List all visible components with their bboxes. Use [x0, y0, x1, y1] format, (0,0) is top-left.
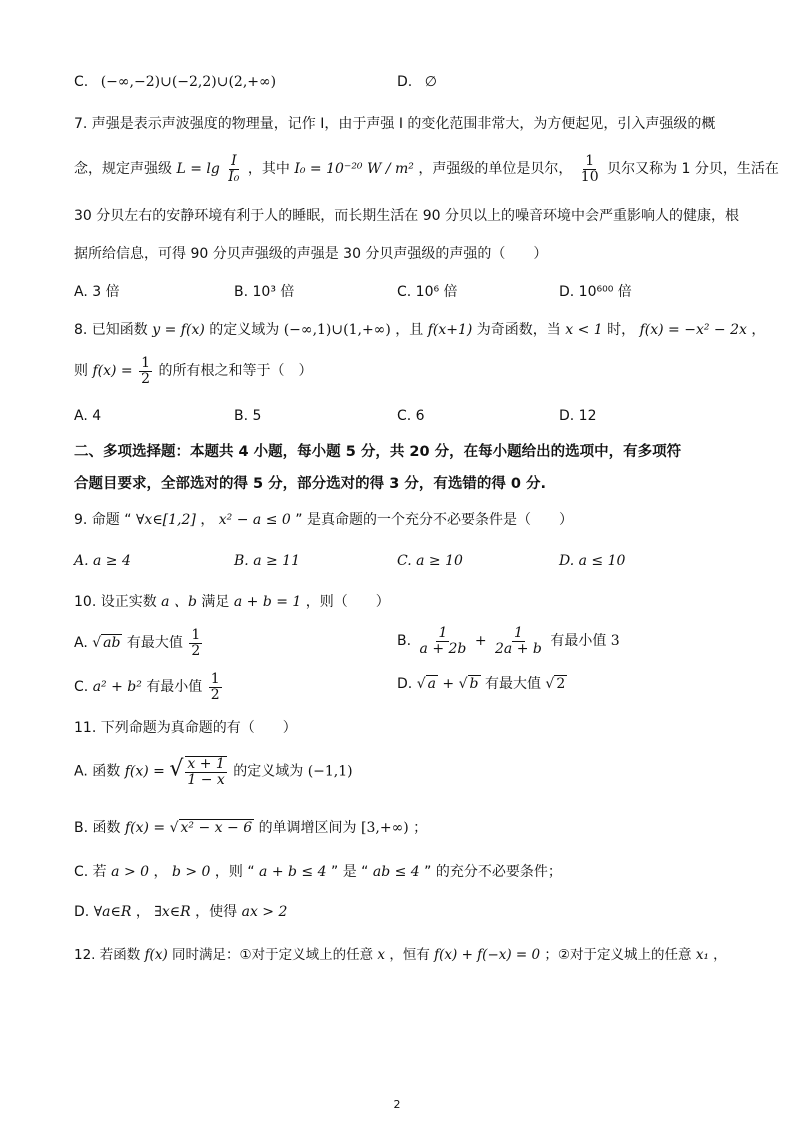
numerator: 1 — [585, 153, 595, 169]
text: 的定义域为 — [233, 763, 304, 780]
radicand: a — [427, 676, 436, 692]
text: ” 是 “ — [330, 864, 369, 880]
math: + — [442, 676, 455, 692]
numerator: x + 1 — [187, 756, 225, 772]
q8-option-b: B. 5 — [234, 408, 262, 424]
text: C. 若 — [74, 864, 107, 880]
math: L = lg — [176, 161, 220, 178]
text: 的定义域为 — [209, 322, 280, 338]
option-math: ∅ — [424, 74, 437, 90]
radicand: ab — [103, 635, 121, 652]
numerator: 1 — [513, 625, 523, 641]
q8-option-d: D. 12 — [559, 408, 597, 424]
q10-option-b — [397, 626, 620, 656]
math: + — [474, 633, 487, 650]
radicand: x² − x − 6 — [180, 820, 253, 836]
option-math: (−∞,−2)∪(−2,2)∪(2,+∞) — [100, 74, 277, 90]
q7-line-3: 30 分贝左右的安静环境有利于人的睡眠，而长期生活在 90 分贝以上的噪音环境中会严重影响人的健康，根 — [74, 208, 739, 224]
text: 有最大值 — [126, 635, 183, 652]
text: 12. 若函数 — [74, 947, 141, 963]
math: x₁ — [695, 947, 709, 963]
math: 3 — [610, 633, 620, 650]
q7-option-b: B. 10³ 倍 — [234, 284, 295, 300]
math: ax > 2 — [241, 904, 288, 920]
denominator: 2a + b — [495, 640, 542, 657]
text: ” 的充分不必要条件； — [424, 864, 562, 880]
denominator: 2 — [191, 642, 201, 659]
q11-option-a — [74, 756, 353, 787]
text: D. — [74, 904, 94, 920]
math: a + b ≤ 4 — [259, 864, 327, 880]
text: 10. 设正实数 — [74, 594, 157, 610]
q11-option-c — [74, 864, 562, 881]
text: ，恒有 — [389, 947, 430, 963]
denominator: I₀ — [228, 168, 240, 185]
option-label: B. — [397, 633, 412, 650]
q11-option-b — [74, 820, 427, 837]
q7-line-1: 7. 声强是表示声波强度的物理量，记作 I，由于声强 I 的变化范围非常大，为方便起见，引入声强级的概 — [74, 116, 716, 132]
math: f(x) = — [124, 820, 166, 836]
text: 为奇函数，当 — [476, 322, 561, 338]
option-label: A. — [74, 635, 88, 652]
math: a + b = 1 — [233, 594, 302, 610]
fraction — [226, 154, 241, 184]
math: b > 0 — [171, 864, 211, 880]
text: 有最大值 — [484, 676, 541, 692]
q11-stem: 11. 下列命题为真命题的有（ ） — [74, 720, 297, 736]
denominator: 1 − x — [187, 771, 225, 788]
math: I₀ = 10⁻²⁰ W / m² — [294, 161, 414, 178]
text: ， — [713, 947, 727, 963]
text: 的单调增区间为 — [258, 820, 357, 836]
text: 9. 命题 “ — [74, 512, 132, 528]
sqrt: √ a — [416, 676, 436, 692]
math: f(x+1) — [427, 322, 473, 338]
text: 则 — [74, 363, 88, 380]
section-2-heading-line-2: 合题目要求，全部选对的得 5 分，部分选对的得 3 分，有选错的得 0 分. — [74, 476, 547, 492]
numerator: I — [231, 153, 237, 169]
text: ，则 “ — [214, 864, 255, 880]
text: 贝尔又称为 1 分贝，生活在 — [607, 161, 779, 178]
math: f(x) = −x² − 2x — [639, 322, 747, 338]
math: x — [377, 947, 386, 963]
math: (−1,1) — [307, 763, 353, 780]
fraction — [493, 626, 544, 656]
denominator: 2 — [141, 370, 151, 387]
q7-option-d: D. 10⁶⁰⁰ 倍 — [559, 284, 632, 300]
denominator: 2 — [210, 686, 220, 703]
q7-line-4: 据所给信息，可得 90 分贝声强级的声强是 30 分贝声强级的声强的（ ） — [74, 246, 548, 262]
sqrt: √ ab — [92, 635, 121, 652]
sqrt: √ — [169, 756, 184, 782]
math: a 、b — [161, 594, 197, 610]
numerator: 1 — [191, 627, 201, 643]
text: ， — [751, 322, 766, 338]
q7-option-c: C. 10⁶ 倍 — [397, 284, 458, 300]
q7-line-2 — [74, 154, 779, 184]
q11-option-d — [74, 904, 287, 921]
math: ∃x∈R — [154, 904, 191, 920]
text: 有最小值 — [550, 633, 607, 650]
numerator: 1 — [141, 355, 151, 371]
q10-option-a — [74, 628, 204, 658]
q8-option-c: C. 6 — [397, 408, 425, 424]
text: 同时满足：①对于定义域上的任意 — [172, 947, 374, 963]
q7-option-a: A. 3 倍 — [74, 284, 120, 300]
math: a > 0 — [111, 864, 150, 880]
math: [3,+∞) — [361, 820, 409, 836]
text: 8. 已知函数 — [74, 322, 148, 338]
sqrt: √ b — [458, 676, 479, 692]
denominator: a + 2b — [419, 640, 467, 657]
radicand: 2 — [556, 676, 566, 692]
text: ，则（ ） — [305, 594, 390, 610]
radicand: b — [469, 676, 479, 692]
q9-option-b: B. a ≥ 11 — [234, 553, 300, 569]
numerator: 1 — [438, 625, 448, 641]
q8-line-1 — [74, 322, 765, 339]
text: ， — [200, 512, 215, 528]
math: a² + b² — [92, 679, 142, 696]
text: ” 是真命题的一个充分不必要条件是（ ） — [295, 512, 573, 528]
numerator: 1 — [210, 671, 220, 687]
math: f(x) + f(−x) = 0 — [434, 947, 541, 963]
fraction — [139, 356, 152, 386]
sqrt: √ x² − x − 6 — [169, 820, 253, 836]
q6-option-d — [397, 74, 437, 91]
math: ∀a∈R — [93, 904, 132, 920]
text: 时， — [607, 322, 636, 338]
q9-option-a: A. a ≥ 4 — [74, 553, 131, 569]
fraction — [418, 626, 469, 656]
fraction — [579, 154, 601, 184]
section-2-heading-line-1: 二、多项选择题：本题共 4 小题，每小题 5 分，共 20 分，在每小题给出的选项中，有多项符 — [74, 444, 682, 460]
math: ∀x∈[1,2] — [135, 512, 196, 528]
text: 念，规定声强级 — [74, 161, 172, 178]
q10-option-c — [74, 672, 224, 702]
q9-option-c: C. a ≥ 10 — [397, 553, 463, 569]
math: f(x) — [144, 947, 168, 963]
q9-stem — [74, 512, 573, 529]
q8-line-2 — [74, 356, 312, 386]
sqrt: √ 2 — [545, 676, 566, 692]
math: x² − a ≤ 0 — [218, 512, 291, 528]
text: B. 函数 — [74, 820, 121, 836]
text: 满足 — [201, 594, 230, 610]
fraction — [209, 672, 222, 702]
denominator: 10 — [580, 168, 599, 185]
math: x < 1 — [565, 322, 603, 338]
math: y = f(x) — [152, 322, 205, 338]
q9-option-d: D. a ≤ 10 — [559, 553, 626, 569]
text: ， — [153, 864, 168, 880]
page-number: 2 — [393, 1098, 401, 1111]
q6-option-c — [74, 74, 276, 91]
math: f(x) = — [124, 763, 165, 780]
text: ，使得 — [195, 904, 238, 920]
option-label: C. — [74, 679, 89, 696]
option-label: C. — [74, 74, 89, 90]
text: ； — [413, 820, 428, 836]
q8-option-a: A. 4 — [74, 408, 102, 424]
text: ，其中 — [247, 161, 290, 178]
fraction — [189, 628, 202, 658]
text: ，且 — [395, 322, 424, 338]
text: 有最小值 — [146, 679, 203, 696]
option-label: D. — [397, 676, 413, 692]
math: (−∞,1)∪(1,+∞) — [283, 322, 391, 338]
text: ；②对于定义城上的任意 — [544, 947, 692, 963]
math: ab ≤ 4 — [372, 864, 420, 880]
math: f(x) = — [92, 363, 133, 380]
q10-option-d — [397, 676, 567, 693]
text: ， — [135, 904, 150, 920]
text: 的所有根之和等于（ ） — [158, 363, 313, 380]
text: ，声强级的单位是贝尔， — [418, 161, 573, 178]
option-label: D. — [397, 74, 413, 90]
text: A. 函数 — [74, 763, 121, 780]
fraction — [185, 756, 226, 787]
q10-stem — [74, 594, 390, 611]
q12-stem — [74, 947, 727, 963]
